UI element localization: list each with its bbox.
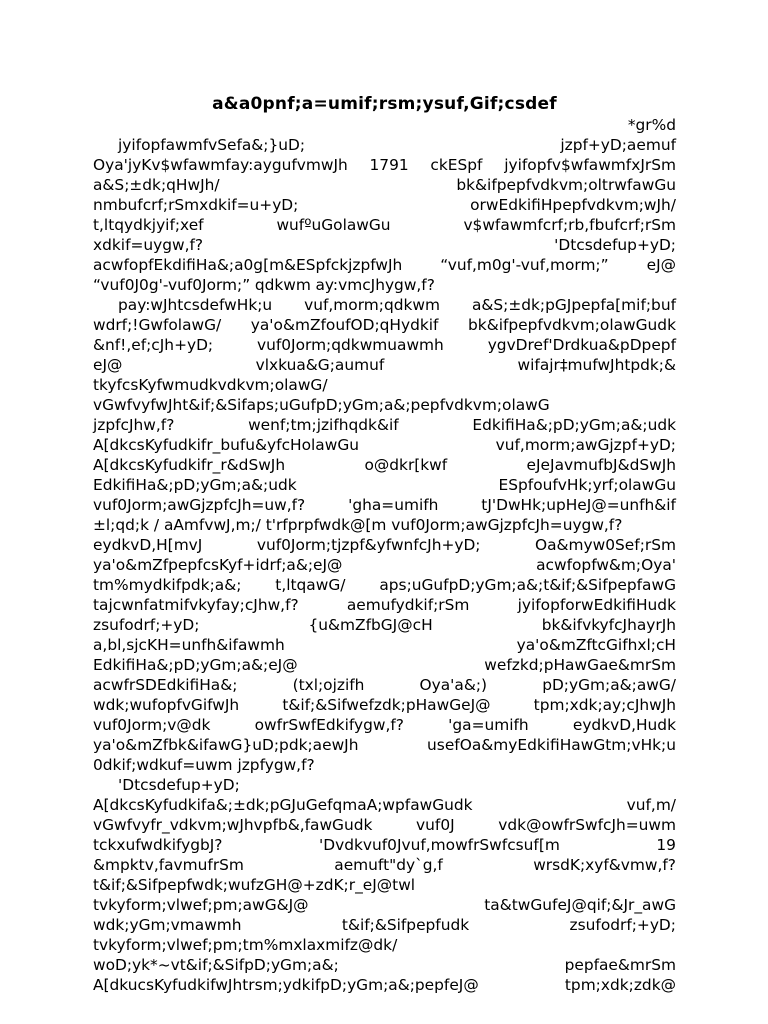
text-line xyxy=(93,535,676,555)
text-segment: 19 xyxy=(656,836,676,854)
text-line xyxy=(93,895,676,915)
text-segment: tkyfcsKyfwmudkvdkvm;olawG/ xyxy=(93,376,328,394)
text-segment: a&S;±dk;qHwJh/ xyxy=(93,176,220,194)
text-line xyxy=(93,255,676,275)
text-line xyxy=(93,675,676,695)
text-line xyxy=(93,615,676,635)
text-segment: bk&ifpepfvdkvm;olawGudk xyxy=(468,316,676,334)
text-line xyxy=(93,435,676,455)
text-segment: acwfopfw&m;Oya' xyxy=(536,556,676,574)
text-segment: woD;yk*~vt&if;&SifpD;yGm;a&; xyxy=(93,956,339,974)
text-line xyxy=(93,975,676,995)
text-segment: bk&ifvkyfcJhayrJh xyxy=(541,616,676,634)
text-segment: ya'o&mZfbk&ifawG}uD;pdk;aewJh xyxy=(93,736,359,754)
text-segment: a&S;±dk;pGJpepfa[mif;buf xyxy=(471,296,676,314)
text-line xyxy=(93,955,676,975)
text-segment: orwEdkifiHpepfvdkvm;wJh/ xyxy=(470,196,676,214)
text-line xyxy=(93,935,676,955)
text-segment: aps;uGufpD;yGm;a&;t&if;&SifpepfawG xyxy=(379,576,676,594)
text-line xyxy=(93,355,676,375)
text-segment: *gr%d xyxy=(627,116,676,134)
text-segment: 'gha=umifh xyxy=(348,496,439,514)
text-line xyxy=(93,595,676,615)
text-segment: tpm;xdk;ay;cJhwJh xyxy=(533,696,676,714)
text-segment: jyifopfawmfvSefa&;}uD; xyxy=(118,136,306,154)
text-segment: vGwfvyfwJht&if;&Sifaps;uGufpD;yGm;a&;pepfvdkvm;olawG xyxy=(93,396,550,414)
text-line xyxy=(93,235,676,255)
text-segment: t&if;&Sifpepfudk xyxy=(341,916,470,934)
text-line xyxy=(93,875,676,895)
text-segment: 'ga=umifh xyxy=(448,716,529,734)
text-segment: EdkifiHa&;pD;yGm;a&;udk xyxy=(472,416,676,434)
text-line xyxy=(93,375,676,395)
text-segment: vuf,m/ xyxy=(626,796,676,814)
text-segment: jzpf+yD;aemuf xyxy=(560,136,676,154)
text-segment: 'Dvdkvuf0Jvuf,mowfrSwfcsuf[m xyxy=(319,836,560,854)
text-segment: eydkvD,Hudk xyxy=(572,716,676,734)
text-segment: t,ltqydkjyif;xef xyxy=(93,216,204,234)
text-segment: wdk;yGm;vmawmh xyxy=(93,916,242,934)
text-line xyxy=(93,155,676,175)
text-segment: eJ@ xyxy=(93,356,123,374)
text-segment: vGwfvyfr_vdkvm;wJhvpfb&,fawGudk xyxy=(93,816,373,834)
text-segment: vuf0Jorm;tjzpf&yfwnfcJh+yD; xyxy=(256,536,481,554)
text-line xyxy=(93,115,676,135)
text-segment: acwfrSDEdkifiHa&; xyxy=(93,676,238,694)
text-segment: ya'o&mZfoufOD;qHydkif xyxy=(250,316,439,334)
text-segment: pepfae&mrSm xyxy=(564,956,676,974)
text-segment: pay:wJhtcsdefwHk;u xyxy=(118,296,273,314)
text-segment: vuf,morm;awGjzpf+yD; xyxy=(495,436,676,454)
text-segment: tajcwnfatmifvkyfay;cJhw,f? xyxy=(93,596,299,614)
text-segment: wefzkd;pHawGae&mrSm xyxy=(484,656,676,674)
text-line xyxy=(93,315,676,335)
text-segment: vuf0Jorm;qdkwmuawmh xyxy=(256,336,444,354)
document-body xyxy=(93,115,676,995)
text-segment: o@dkr[kwf xyxy=(364,456,448,474)
text-line xyxy=(93,135,676,155)
text-line xyxy=(93,455,676,475)
text-segment: tvkyform;vlwef;pm;awG&J@ xyxy=(93,896,309,914)
text-segment: 'Dtcsdefup+yD; xyxy=(554,236,676,254)
text-line xyxy=(93,635,676,655)
text-line xyxy=(93,735,676,755)
text-segment: Oa&myw0Sef;rSm xyxy=(535,536,676,554)
text-segment: A[dkucsKyfudkifwJhtrsm;ydkifpD;yGm;a&;pepfeJ@ xyxy=(93,976,479,994)
text-line xyxy=(93,815,676,835)
text-line xyxy=(93,195,676,215)
text-segment: aemufydkif;rSm xyxy=(346,596,470,614)
text-segment: ygvDref'Drdkua&pDpepf xyxy=(487,336,676,354)
text-segment: vdk@owfrSwfcJh=uwm xyxy=(498,816,676,834)
text-segment: eJeJavmufbJ&dSwJh xyxy=(526,456,676,474)
text-segment: zsufodrf;+yD; xyxy=(569,916,676,934)
text-line xyxy=(93,215,676,235)
text-segment: 'Dtcsdefup+yD; xyxy=(118,776,240,794)
text-segment: t,ltqawG/ xyxy=(275,576,346,594)
text-line xyxy=(93,275,676,295)
text-segment: tvkyform;vlwef;pm;tm%mxlaxmifz@dk/ xyxy=(93,936,398,954)
text-segment: &nf!,ef;cJh+yD; xyxy=(93,336,214,354)
text-line xyxy=(93,795,676,815)
text-segment: wufºuGolawGu xyxy=(276,216,391,234)
text-segment: vuf0J xyxy=(416,816,455,834)
text-segment: owfrSwfEdkifygw,f? xyxy=(254,716,404,734)
text-segment: ta&twGufeJ@qif;&Jr_awG xyxy=(484,896,676,914)
text-segment: vuf0Jorm;awGjzpfcJh=uw,f? xyxy=(93,496,306,514)
text-segment: 1791 xyxy=(369,156,409,174)
text-line xyxy=(93,775,676,795)
text-line xyxy=(93,515,676,535)
text-line xyxy=(93,495,676,515)
text-segment: ckESpf xyxy=(430,156,483,174)
text-segment: bk&ifpepfvdkvm;oltrwfawGu xyxy=(456,176,676,194)
text-segment: jyifopforwEdkifiHudk xyxy=(517,596,676,614)
document-page xyxy=(93,93,676,995)
text-line xyxy=(93,295,676,315)
text-segment: eJ@ xyxy=(646,256,676,274)
text-segment: Oya'jyKv$wfawmfay:aygufvmwJh xyxy=(93,156,348,174)
text-segment: tckxufwdkifygbJ? xyxy=(93,836,223,854)
text-segment: usefOa&myEdkifiHawGtm;vHk;u xyxy=(427,736,676,754)
text-segment: nmbufcrf;rSmxdkif=u+yD; xyxy=(93,196,299,214)
text-segment: 0dkif;wdkuf=uwm jzpfygw,f? xyxy=(93,756,315,774)
text-line xyxy=(93,655,676,675)
text-segment: jzpfcJhw,f? xyxy=(93,416,175,434)
text-segment: ESpfoufvHk;yrf;olawGu xyxy=(498,476,676,494)
text-segment: v$wfawmfcrf;rb,fbufcrf;rSm xyxy=(463,216,676,234)
text-segment: qdkwm xyxy=(254,276,311,294)
text-segment: A[dkcsKyfudkifr_r&dSwJh xyxy=(93,456,286,474)
text-line xyxy=(93,555,676,575)
text-segment: tpm;xdk;zdk@ xyxy=(564,976,676,994)
text-segment: ya'o&mZftcGifhxl;cH xyxy=(516,636,676,654)
text-line xyxy=(93,575,676,595)
text-line xyxy=(93,395,676,415)
text-line xyxy=(93,695,676,715)
text-segment: Oya'a&;) xyxy=(419,676,488,694)
text-segment: ay:vmcJhygw,f? xyxy=(315,276,435,294)
text-line xyxy=(93,835,676,855)
text-line xyxy=(93,335,676,355)
text-segment: ±l;qd;k / aAmfvwJ,m;/ t'rfprpfwdk@[m vuf0Jorm;awGjzpfcJh=uygw,f? xyxy=(93,516,623,534)
text-segment: EdkifiHa&;pD;yGm;a&;udk xyxy=(93,476,297,494)
text-line xyxy=(93,175,676,195)
text-segment: vlxkua&G;aumuf xyxy=(255,356,385,374)
text-segment: tJ'DwHk;upHeJ@=unfh&if xyxy=(481,496,676,514)
text-segment: tm%mydkifpdk;a&; xyxy=(93,576,242,594)
text-segment: eydkvD,H[mvJ xyxy=(93,536,203,554)
text-segment: wenf;tm;jzifhqdk&if xyxy=(248,416,399,434)
text-segment: acwfopfEkdifiHa&;a0g[m&ESpfckjzpfwJh xyxy=(93,256,403,274)
text-segment: (txl;ojzifh xyxy=(292,676,365,694)
text-segment: {u&mZfbGJ@cH xyxy=(308,616,433,634)
text-segment: vuf,morm;qdkwm xyxy=(304,296,440,314)
text-segment: &mpktv,favmufrSm xyxy=(93,856,244,874)
text-line xyxy=(93,415,676,435)
text-segment: t&if;&Sifpepfwdk;wufzGH@+zdK;r_eJ@twl xyxy=(93,876,416,894)
text-segment: t&if;&Sifwefzdk;pHawGeJ@ xyxy=(282,696,491,714)
text-segment: A[dkcsKyfudkifr_bufu&yfcHolawGu xyxy=(93,436,359,454)
text-segment: vuf0Jorm;v@dk xyxy=(93,716,211,734)
text-segment: wrsdK;xyf&vmw,f? xyxy=(533,856,676,874)
text-segment: “vuf0J0g'-vuf0Jorm;” xyxy=(93,276,251,294)
document-title: a&a0pnf;a=umif;rsm;ysuf,Gif;csdef xyxy=(212,94,557,114)
text-line xyxy=(93,755,676,775)
text-segment: EdkifiHa&;pD;yGm;a&;eJ@ xyxy=(93,656,298,674)
text-segment: wdk;wufopfvGifwJh xyxy=(93,696,240,714)
text-segment: “vuf,m0g'-vuf,morm;” xyxy=(440,256,609,274)
text-line xyxy=(93,715,676,735)
text-segment: aemuft"dy`g,f xyxy=(334,856,443,874)
text-segment: ya'o&mZfpepfcsKyf+idrf;a&;eJ@ xyxy=(93,556,343,574)
text-line xyxy=(93,855,676,875)
text-segment: a,bl,sjcKH=unfh&ifawmh xyxy=(93,636,285,654)
text-segment: A[dkcsKyfudkifa&;±dk;pGJuGefqmaA;wpfawGudk xyxy=(93,796,473,814)
text-segment: jyifopfv$wfawmfxJrSm xyxy=(504,156,676,174)
text-line xyxy=(93,915,676,935)
text-segment: wifajr‡mufwJhtpdk;& xyxy=(517,356,676,374)
text-segment: zsufodrf;+yD; xyxy=(93,616,200,634)
text-segment: xdkif=uygw,f? xyxy=(93,236,204,254)
text-segment: wdrf;!GwfolawG/ xyxy=(93,316,222,334)
text-line xyxy=(93,475,676,495)
text-segment: pD;yGm;a&;awG/ xyxy=(542,676,676,694)
